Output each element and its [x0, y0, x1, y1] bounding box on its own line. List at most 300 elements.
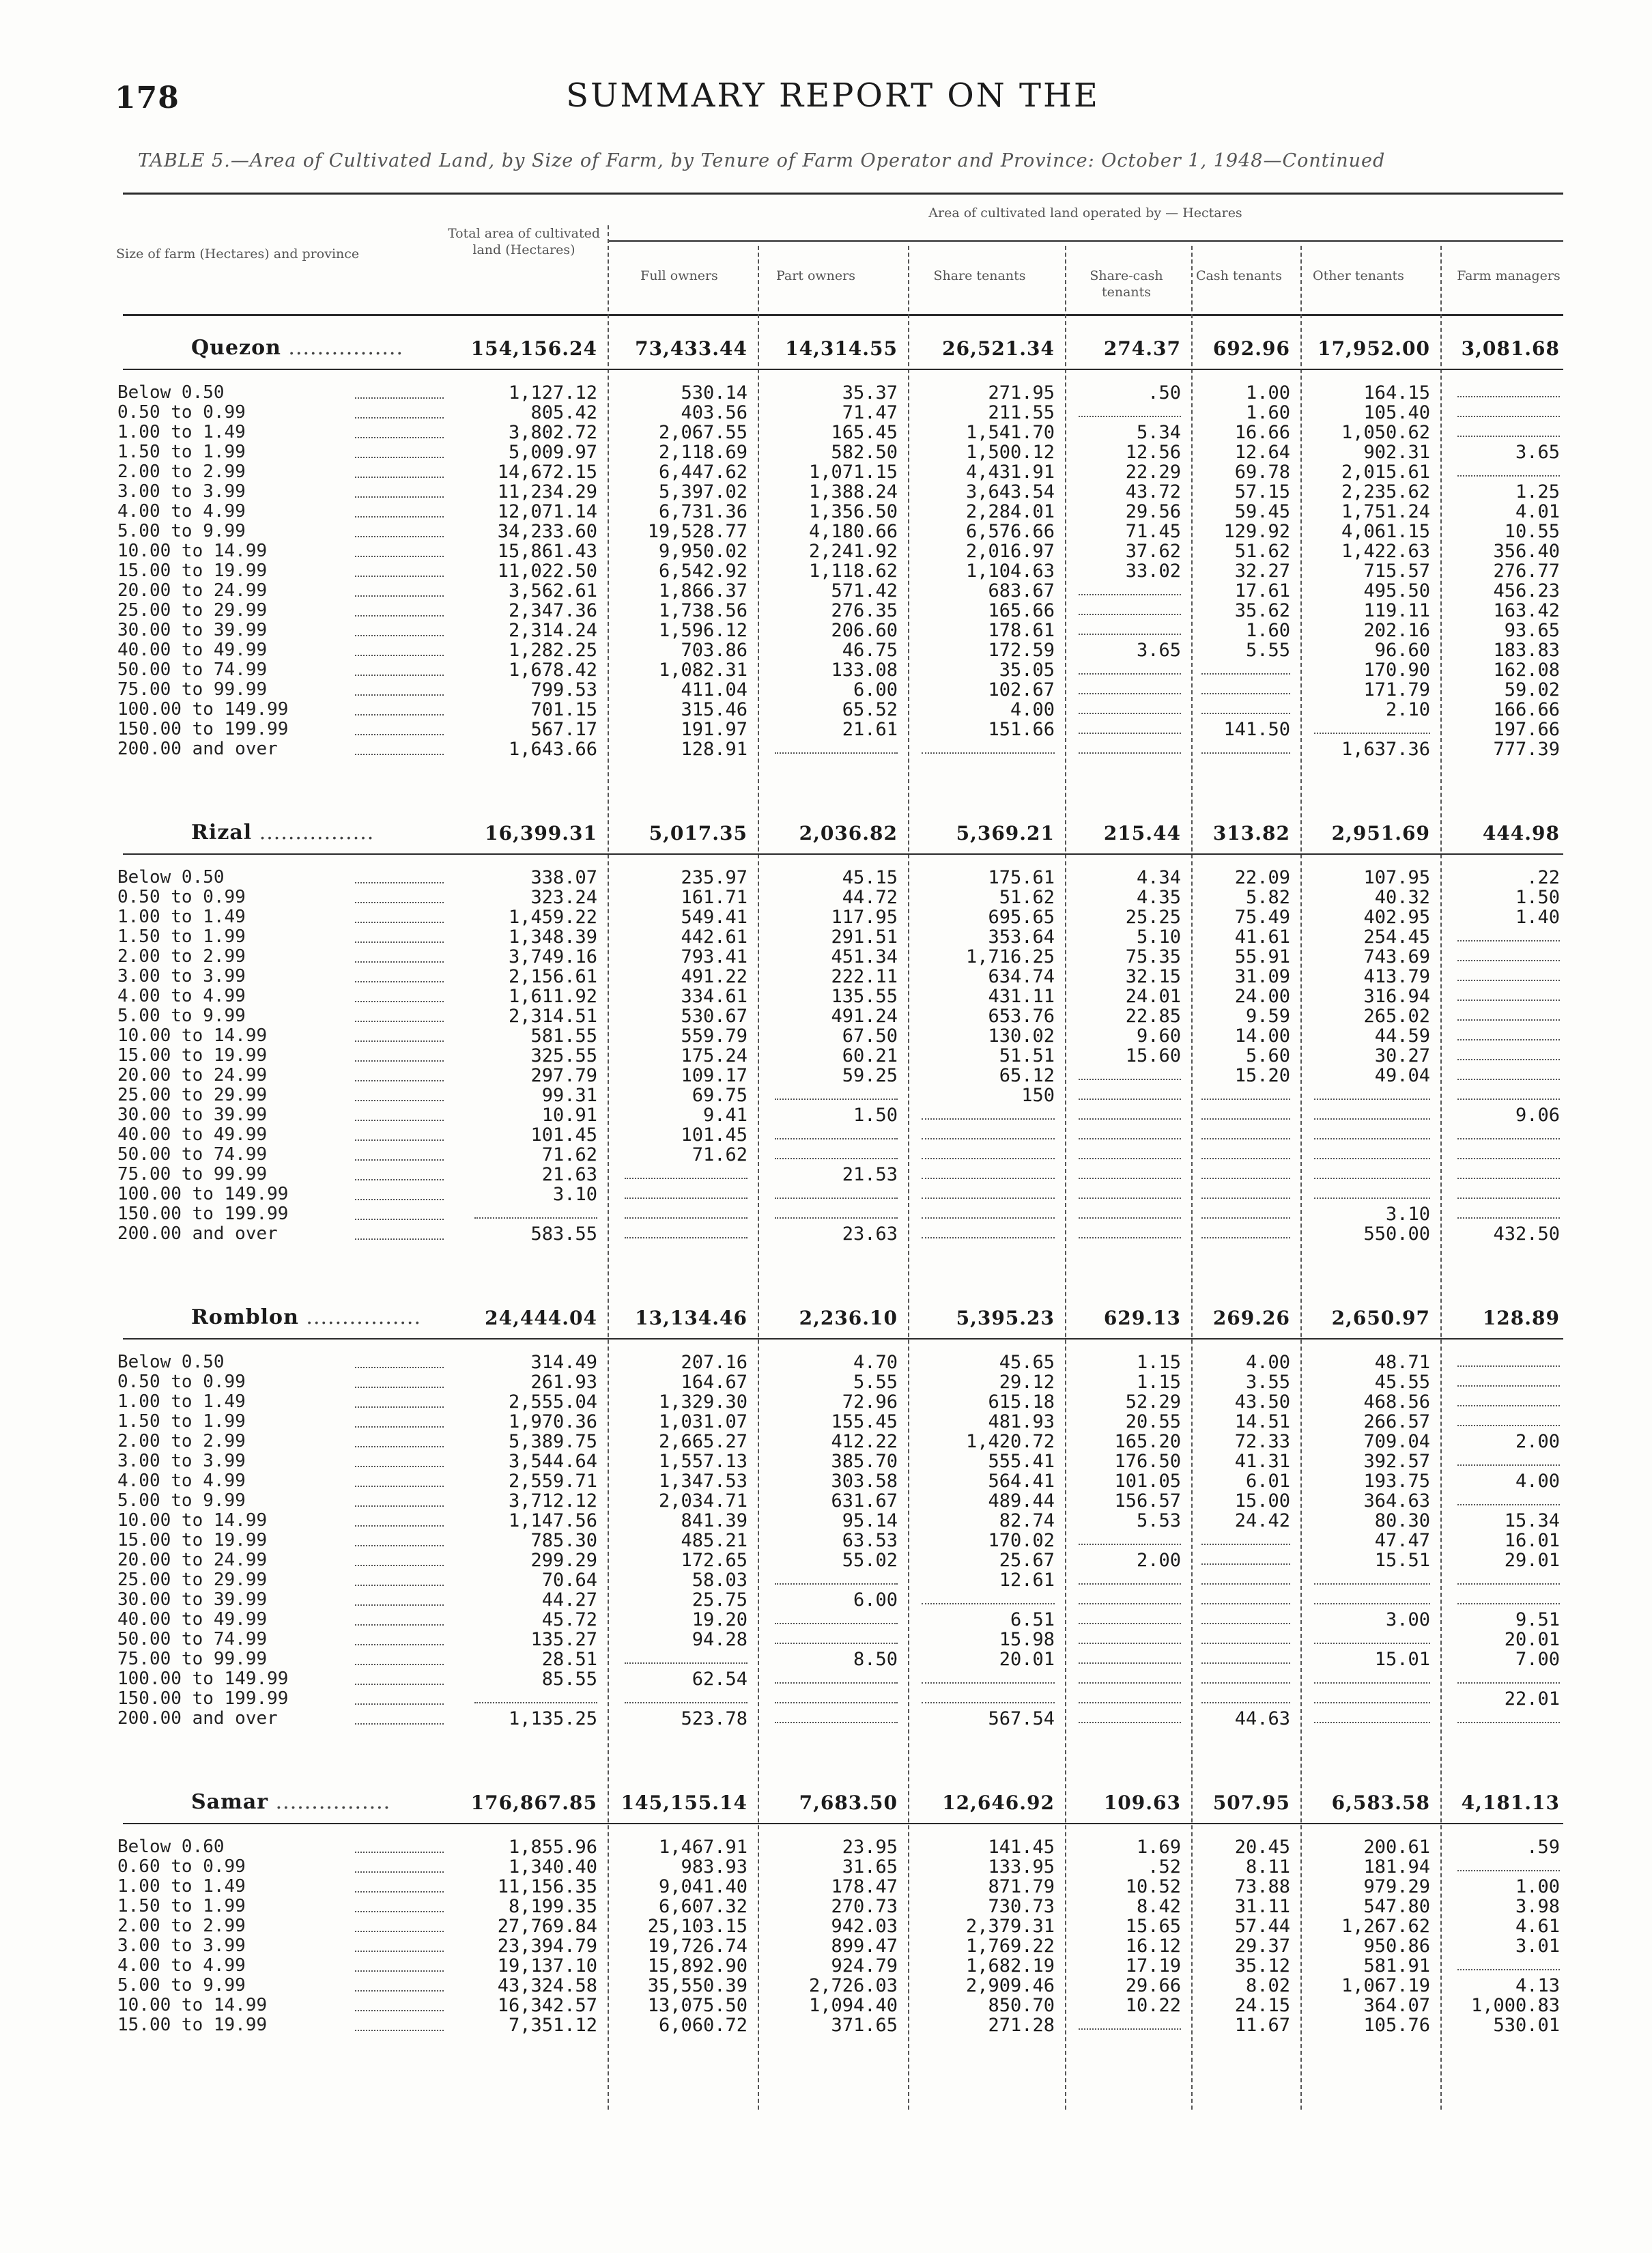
table-cell: 130.02 — [988, 1025, 1055, 1047]
empty-cell-dash — [775, 752, 898, 754]
table-cell: 15.98 — [999, 1629, 1055, 1650]
size-class-label: 3.00 to 3.99 — [117, 1936, 246, 1956]
table-cell: 24.01 — [1125, 986, 1181, 1007]
page-number: 178 — [115, 81, 180, 115]
empty-cell-dash — [1201, 1198, 1290, 1199]
table-cell: 1.25 — [1515, 481, 1560, 502]
empty-cell-dash — [1457, 940, 1560, 941]
table-cell: 41.61 — [1234, 926, 1290, 948]
table-cell: 21.53 — [842, 1164, 898, 1185]
table-cell: 101.45 — [681, 1124, 747, 1146]
province-total-cell: 73,433.44 — [635, 337, 747, 360]
table-cell: 1,135.25 — [508, 1708, 597, 1729]
table-cell: 162.08 — [1493, 660, 1560, 681]
size-class-label: 1.00 to 1.49 — [117, 1391, 246, 1412]
leader-line — [355, 1703, 444, 1705]
table-cell: 34,233.60 — [497, 521, 597, 542]
table-cell: 222.11 — [831, 966, 898, 987]
table-cell: 9.59 — [1245, 1006, 1290, 1027]
table-cell: 481.93 — [988, 1411, 1055, 1432]
table-cell: 1,067.19 — [1341, 1975, 1430, 1996]
table-cell: 730.73 — [988, 1896, 1055, 1917]
size-class-label: 5.00 to 9.99 — [117, 1006, 246, 1026]
table-cell: 2,555.04 — [508, 1391, 597, 1413]
leader-line — [355, 1001, 444, 1002]
table-cell: 44.72 — [842, 887, 898, 908]
table-cell: 338.07 — [530, 867, 597, 888]
empty-cell-dash — [1079, 1198, 1181, 1199]
table-cell: 1,118.62 — [808, 561, 898, 582]
leader-line — [355, 457, 444, 458]
table-cell: 1,596.12 — [658, 620, 747, 641]
table-cell: 45.72 — [541, 1609, 597, 1630]
empty-cell-dash — [1201, 693, 1290, 694]
table-cell: 24.15 — [1234, 1995, 1290, 2016]
size-class-label: 20.00 to 24.99 — [117, 1550, 268, 1570]
leader-line — [355, 1159, 444, 1161]
section-rule — [123, 853, 1563, 855]
table-cell: 412.22 — [831, 1431, 898, 1452]
table-cell: 785.30 — [530, 1530, 597, 1551]
table-cell: 95.14 — [842, 1510, 898, 1531]
leader-line — [355, 1505, 444, 1507]
table-cell: 8.42 — [1136, 1896, 1181, 1917]
size-class-label: 2.00 to 2.99 — [117, 1431, 246, 1451]
leader-line — [355, 1644, 444, 1645]
table-cell: 16.12 — [1125, 1936, 1181, 1957]
empty-cell-dash — [625, 1237, 747, 1238]
leader-line — [355, 675, 444, 676]
leader-dots: ................ — [298, 1305, 422, 1329]
leader-line — [355, 1525, 444, 1527]
table-cell: 559.79 — [681, 1025, 747, 1047]
table-cell: 743.69 — [1363, 946, 1430, 967]
size-class-label: 2.00 to 2.99 — [117, 1916, 246, 1936]
empty-cell-dash — [1201, 1643, 1290, 1644]
leader-line — [355, 941, 444, 943]
leader-line — [355, 1486, 444, 1487]
table-cell: 6.51 — [1010, 1609, 1055, 1630]
table-cell: 63.53 — [842, 1530, 898, 1551]
province-total-cell: 145,155.14 — [621, 1791, 747, 1814]
table-cell: 314.49 — [530, 1352, 597, 1373]
table-cell: 451.34 — [831, 946, 898, 967]
table-cell: 9.60 — [1136, 1025, 1181, 1047]
empty-cell-dash — [1457, 396, 1560, 397]
size-class-label: 200.00 and over — [117, 1223, 278, 1244]
table-cell: 164.15 — [1363, 382, 1430, 403]
empty-cell-dash — [775, 1217, 898, 1219]
empty-cell-dash — [1457, 1870, 1560, 1871]
empty-cell-dash — [1457, 980, 1560, 981]
table-cell: 207.16 — [681, 1352, 747, 1373]
table-cell: 133.08 — [831, 660, 898, 681]
table-cell: 1,637.36 — [1341, 739, 1430, 760]
leader-line — [355, 1080, 444, 1081]
table-cell: 72.96 — [842, 1391, 898, 1413]
table-cell: 1,388.24 — [808, 481, 898, 502]
empty-cell-dash — [625, 1702, 747, 1703]
leader-line — [355, 1100, 444, 1101]
table-cell: 3.10 — [552, 1184, 597, 1205]
table-cell: 57.15 — [1234, 481, 1290, 502]
table-cell: 133.95 — [988, 1856, 1055, 1878]
table-cell: 69.75 — [692, 1085, 747, 1106]
province-total-cell: 26,521.34 — [942, 337, 1055, 360]
leader-line — [355, 754, 444, 755]
table-cell: 3,562.61 — [508, 580, 597, 601]
table-cell: 16.66 — [1234, 422, 1290, 443]
empty-cell-dash — [1314, 1702, 1430, 1703]
empty-cell-dash — [1079, 1603, 1181, 1604]
table-cell: 15.20 — [1234, 1065, 1290, 1086]
empty-cell-dash — [625, 1178, 747, 1179]
table-cell: 176.50 — [1114, 1451, 1181, 1472]
table-cell: 11,156.35 — [497, 1876, 597, 1897]
table-cell: 385.70 — [831, 1451, 898, 1472]
table-cell: 101.05 — [1114, 1471, 1181, 1492]
table-cell: 172.59 — [988, 640, 1055, 661]
empty-cell-dash — [1079, 416, 1181, 417]
empty-cell-dash — [1201, 752, 1290, 754]
table-cell: 271.28 — [988, 2015, 1055, 2036]
table-cell: 841.39 — [681, 1510, 747, 1531]
table-cell: 2,241.92 — [808, 541, 898, 562]
table-cell: 33.02 — [1125, 561, 1181, 582]
table-cell: 21.63 — [541, 1164, 597, 1185]
empty-cell-dash — [1314, 1099, 1430, 1100]
size-class-label: 2.00 to 2.99 — [117, 462, 246, 482]
table-cell: .22 — [1526, 867, 1560, 888]
empty-cell-dash — [775, 1158, 898, 1159]
empty-cell-dash — [775, 1722, 898, 1723]
table-cell: 12,071.14 — [497, 501, 597, 522]
empty-cell-dash — [1079, 673, 1181, 675]
header-group: Area of cultivated land operated by — Hectares — [928, 206, 1242, 221]
table-cell: 165.66 — [988, 600, 1055, 621]
table-cell: 1,643.66 — [508, 739, 597, 760]
table-cell: 2,284.01 — [965, 501, 1055, 522]
empty-cell-dash — [1314, 1138, 1430, 1139]
leader-line — [355, 1585, 444, 1586]
table-cell: 14,672.15 — [497, 462, 597, 483]
table-cell: 60.21 — [842, 1045, 898, 1066]
table-cell: 530.67 — [681, 1006, 747, 1027]
table-cell: 23,394.79 — [497, 1936, 597, 1957]
size-class-label: 200.00 and over — [117, 1708, 278, 1729]
table-cell: 364.07 — [1363, 1995, 1430, 2016]
table-cell: 550.00 — [1363, 1223, 1430, 1245]
leader-line — [355, 595, 444, 597]
leader-line — [355, 1624, 444, 1626]
table-cell: 403.56 — [681, 402, 747, 423]
table-cell: 22.29 — [1125, 462, 1181, 483]
empty-cell-dash — [1457, 1682, 1560, 1684]
empty-cell-dash — [625, 1662, 747, 1664]
size-class-label: 0.60 to 0.99 — [117, 1856, 246, 1877]
size-class-label: 100.00 to 149.99 — [117, 699, 289, 720]
table-cell: .59 — [1526, 1837, 1560, 1858]
table-cell: 129.92 — [1223, 521, 1290, 542]
province-total-cell: 4,181.13 — [1461, 1791, 1560, 1814]
size-class-label: 15.00 to 19.99 — [117, 1045, 268, 1066]
table-cell: 191.97 — [681, 719, 747, 740]
province-total-cell: 313.82 — [1212, 822, 1290, 845]
table-cell: 128.91 — [681, 739, 747, 760]
table-cell: 17.19 — [1125, 1955, 1181, 1976]
leader-line — [355, 1387, 444, 1388]
table-cell: 32.15 — [1125, 966, 1181, 987]
table-cell: 45.55 — [1374, 1372, 1430, 1393]
leader-line — [355, 1891, 444, 1893]
table-cell: 80.30 — [1374, 1510, 1430, 1531]
table-cell: 25,103.15 — [647, 1916, 747, 1937]
table-cell: 51.62 — [1234, 541, 1290, 562]
table-cell: 175.24 — [681, 1045, 747, 1066]
leader-line — [355, 1911, 444, 1912]
table-cell: 3.00 — [1385, 1609, 1430, 1630]
table-cell: 4,180.66 — [808, 521, 898, 542]
table-cell: 65.12 — [999, 1065, 1055, 1086]
leader-line — [355, 655, 444, 656]
table-cell: 2,909.46 — [965, 1975, 1055, 1996]
table-cell: 1.40 — [1515, 907, 1560, 928]
table-cell: 21.61 — [842, 719, 898, 740]
table-cell: 20.55 — [1125, 1411, 1181, 1432]
table-cell: 902.31 — [1363, 442, 1430, 463]
table-cell: 172.65 — [681, 1550, 747, 1571]
province-total-cell: 16,399.31 — [485, 822, 597, 845]
header-col-part-owners: Part owners — [775, 268, 856, 283]
table-cell: 206.60 — [831, 620, 898, 641]
table-cell: 325.55 — [530, 1045, 597, 1066]
table-cell: 12.56 — [1125, 442, 1181, 463]
table-cell: 51.62 — [999, 887, 1055, 908]
col-sep — [758, 246, 759, 2110]
size-class-label: 3.00 to 3.99 — [117, 966, 246, 987]
empty-cell-dash — [1201, 1217, 1290, 1219]
table-cell: 15.51 — [1374, 1550, 1430, 1571]
table-cell: 2,156.61 — [508, 966, 597, 987]
table-cell: 9.41 — [702, 1105, 747, 1126]
table-cell: 2,118.69 — [658, 442, 747, 463]
empty-cell-dash — [922, 752, 1055, 754]
table-cell: 1,329.30 — [658, 1391, 747, 1413]
table-cell: 175.61 — [988, 867, 1055, 888]
table-cell: 4.35 — [1136, 887, 1181, 908]
table-cell: 485.21 — [681, 1530, 747, 1551]
leader-line — [355, 2010, 444, 2011]
empty-cell-dash — [1079, 1178, 1181, 1179]
table-cell: 265.02 — [1363, 1006, 1430, 1027]
table-cell: 615.18 — [988, 1391, 1055, 1413]
table-cell: 102.67 — [988, 679, 1055, 700]
table-cell: 254.45 — [1363, 926, 1430, 948]
table-cell: 392.57 — [1363, 1451, 1430, 1472]
size-class-label: 5.00 to 9.99 — [117, 1490, 246, 1511]
table-cell: 9,950.02 — [658, 541, 747, 562]
leader-line — [355, 1219, 444, 1220]
province-total-cell: 5,395.23 — [956, 1307, 1055, 1329]
table-cell: 178.61 — [988, 620, 1055, 641]
table-cell: 1.69 — [1136, 1837, 1181, 1858]
empty-cell-dash — [1079, 1643, 1181, 1644]
table-cell: 31.09 — [1234, 966, 1290, 987]
table-cell: 709.04 — [1363, 1431, 1430, 1452]
table-cell: 35.37 — [842, 382, 898, 403]
empty-cell-dash — [1079, 634, 1181, 635]
size-class-label: 4.00 to 4.99 — [117, 501, 246, 522]
table-cell: 44.27 — [541, 1589, 597, 1611]
table-cell: 1,716.25 — [965, 946, 1055, 967]
table-cell: 871.79 — [988, 1876, 1055, 1897]
col-sep — [1440, 246, 1442, 2110]
table-cell: 19,137.10 — [497, 1955, 597, 1976]
province-total-cell: 12,646.92 — [942, 1791, 1055, 1814]
empty-cell-dash — [1457, 475, 1560, 477]
table-cell: 9.06 — [1515, 1105, 1560, 1126]
table-cell: 181.94 — [1363, 1856, 1430, 1878]
size-class-label: 1.50 to 1.99 — [117, 926, 246, 947]
empty-cell-dash — [1314, 1603, 1430, 1604]
table-cell: 316.94 — [1363, 986, 1430, 1007]
table-cell: 3.65 — [1515, 442, 1560, 463]
empty-cell-dash — [1314, 1643, 1430, 1644]
table-cell: 701.15 — [530, 699, 597, 720]
table-cell: 4,431.91 — [965, 462, 1055, 483]
leader-line — [355, 1723, 444, 1725]
empty-cell-dash — [1457, 1385, 1560, 1387]
empty-cell-dash — [922, 1138, 1055, 1139]
leader-line — [355, 1970, 444, 1972]
table-cell: 1,682.19 — [965, 1955, 1055, 1976]
empty-cell-dash — [1201, 1682, 1290, 1684]
size-class-label: 30.00 to 39.99 — [117, 1589, 268, 1610]
table-cell: 75.49 — [1234, 907, 1290, 928]
header-col-share-cash-tenants: Share-cash tenants — [1090, 268, 1163, 300]
table-cell: 109.17 — [681, 1065, 747, 1086]
leader-line — [355, 2030, 444, 2031]
table-cell: 582.50 — [831, 442, 898, 463]
leader-line — [355, 1990, 444, 1992]
table-cell: 14.00 — [1234, 1025, 1290, 1047]
table-cell: 571.42 — [831, 580, 898, 601]
table-cell: 850.70 — [988, 1995, 1055, 2016]
table-cell: 28.51 — [541, 1649, 597, 1670]
table-cell: 62.54 — [692, 1669, 747, 1690]
table-cell: 193.75 — [1363, 1471, 1430, 1492]
leader-line — [355, 556, 444, 557]
province-total-cell: 629.13 — [1103, 1307, 1181, 1329]
size-class-label: 75.00 to 99.99 — [117, 1649, 268, 1669]
leader-line — [355, 1060, 444, 1062]
empty-cell-dash — [1457, 1603, 1560, 1604]
empty-cell-dash — [1079, 1118, 1181, 1120]
table-cell: 3,802.72 — [508, 422, 597, 443]
table-cell: 101.45 — [530, 1124, 597, 1146]
table-cell: 6.00 — [853, 679, 898, 700]
table-cell: 29.56 — [1125, 501, 1181, 522]
leader-line — [355, 1238, 444, 1240]
empty-cell-dash — [1457, 960, 1560, 961]
table-caption: TABLE 5.—Area of Cultivated Land, by Size of Farm, by Tenure of Farm Operator and Province: October 1, 1948—Continued — [138, 150, 1386, 171]
empty-cell-dash — [922, 1682, 1055, 1684]
table-cell: 581.91 — [1363, 1955, 1430, 1976]
province-total-cell: 2,036.82 — [799, 822, 898, 845]
table-cell: 1.15 — [1136, 1372, 1181, 1393]
size-class-label: Below 0.50 — [117, 382, 225, 403]
header-col-share-tenants: Share tenants — [933, 268, 1026, 283]
table-cell: 7,351.12 — [508, 2015, 597, 2036]
leader-line — [355, 1684, 444, 1685]
province-name: Quezon ................ — [191, 336, 404, 360]
table-cell: 3.55 — [1245, 1372, 1290, 1393]
table-cell: 353.64 — [988, 926, 1055, 948]
size-class-label: 0.50 to 0.99 — [117, 887, 246, 907]
table-cell: 24.00 — [1234, 986, 1290, 1007]
table-cell: 530.01 — [1493, 2015, 1560, 2036]
empty-cell-dash — [922, 1198, 1055, 1199]
leader-line — [355, 1871, 444, 1873]
table-cell: 3,643.54 — [965, 481, 1055, 502]
table-cell: 315.46 — [681, 699, 747, 720]
empty-cell-dash — [1079, 1682, 1181, 1684]
table-cell: 43.72 — [1125, 481, 1181, 502]
table-cell: 35.05 — [999, 660, 1055, 681]
province-name: Samar ................ — [191, 1790, 391, 1814]
leader-line — [355, 1466, 444, 1467]
table-cell: 31.11 — [1234, 1896, 1290, 1917]
table-cell: 29.01 — [1504, 1550, 1560, 1571]
table-cell: 6.01 — [1245, 1471, 1290, 1492]
table-cell: 165.45 — [831, 422, 898, 443]
table-cell: 567.54 — [988, 1708, 1055, 1729]
table-cell: 1,541.70 — [965, 422, 1055, 443]
table-cell: 442.61 — [681, 926, 747, 948]
table-cell: 799.53 — [530, 679, 597, 700]
table-cell: 1,282.25 — [508, 640, 597, 661]
table-cell: 10.22 — [1125, 1995, 1181, 2016]
table-cell: 323.24 — [530, 887, 597, 908]
table-cell: 4.01 — [1515, 501, 1560, 522]
header-col-other-tenants: Other tenants — [1313, 268, 1404, 283]
table-cell: 164.67 — [681, 1372, 747, 1393]
table-cell: 4.00 — [1515, 1471, 1560, 1492]
table-cell: 1.60 — [1245, 402, 1290, 423]
empty-cell-dash — [922, 1217, 1055, 1219]
leader-line — [355, 961, 444, 963]
table-cell: 29.66 — [1125, 1975, 1181, 1996]
size-class-label: 4.00 to 4.99 — [117, 986, 246, 1006]
table-cell: 10.91 — [541, 1105, 597, 1126]
size-class-label: 200.00 and over — [117, 739, 278, 759]
empty-cell-dash — [1079, 1702, 1181, 1703]
table-cell: 1,678.42 — [508, 660, 597, 681]
size-class-label: 150.00 to 199.99 — [117, 1688, 289, 1709]
header-size: Size of farm (Hectares) and province — [116, 246, 360, 261]
size-class-label: 1.50 to 1.99 — [117, 442, 246, 462]
table-cell: 67.50 — [842, 1025, 898, 1047]
table-cell: 3,712.12 — [508, 1490, 597, 1512]
size-class-label: 50.00 to 74.99 — [117, 1144, 268, 1165]
province-total-cell: 444.98 — [1482, 822, 1560, 845]
header-col-full-owners: Full owners — [640, 268, 718, 283]
empty-cell-dash — [1079, 1583, 1181, 1585]
table-cell: 24.42 — [1234, 1510, 1290, 1531]
header-bottom-rule — [123, 314, 1563, 316]
province-name: Romblon ................ — [191, 1305, 422, 1329]
table-cell: 82.74 — [999, 1510, 1055, 1531]
